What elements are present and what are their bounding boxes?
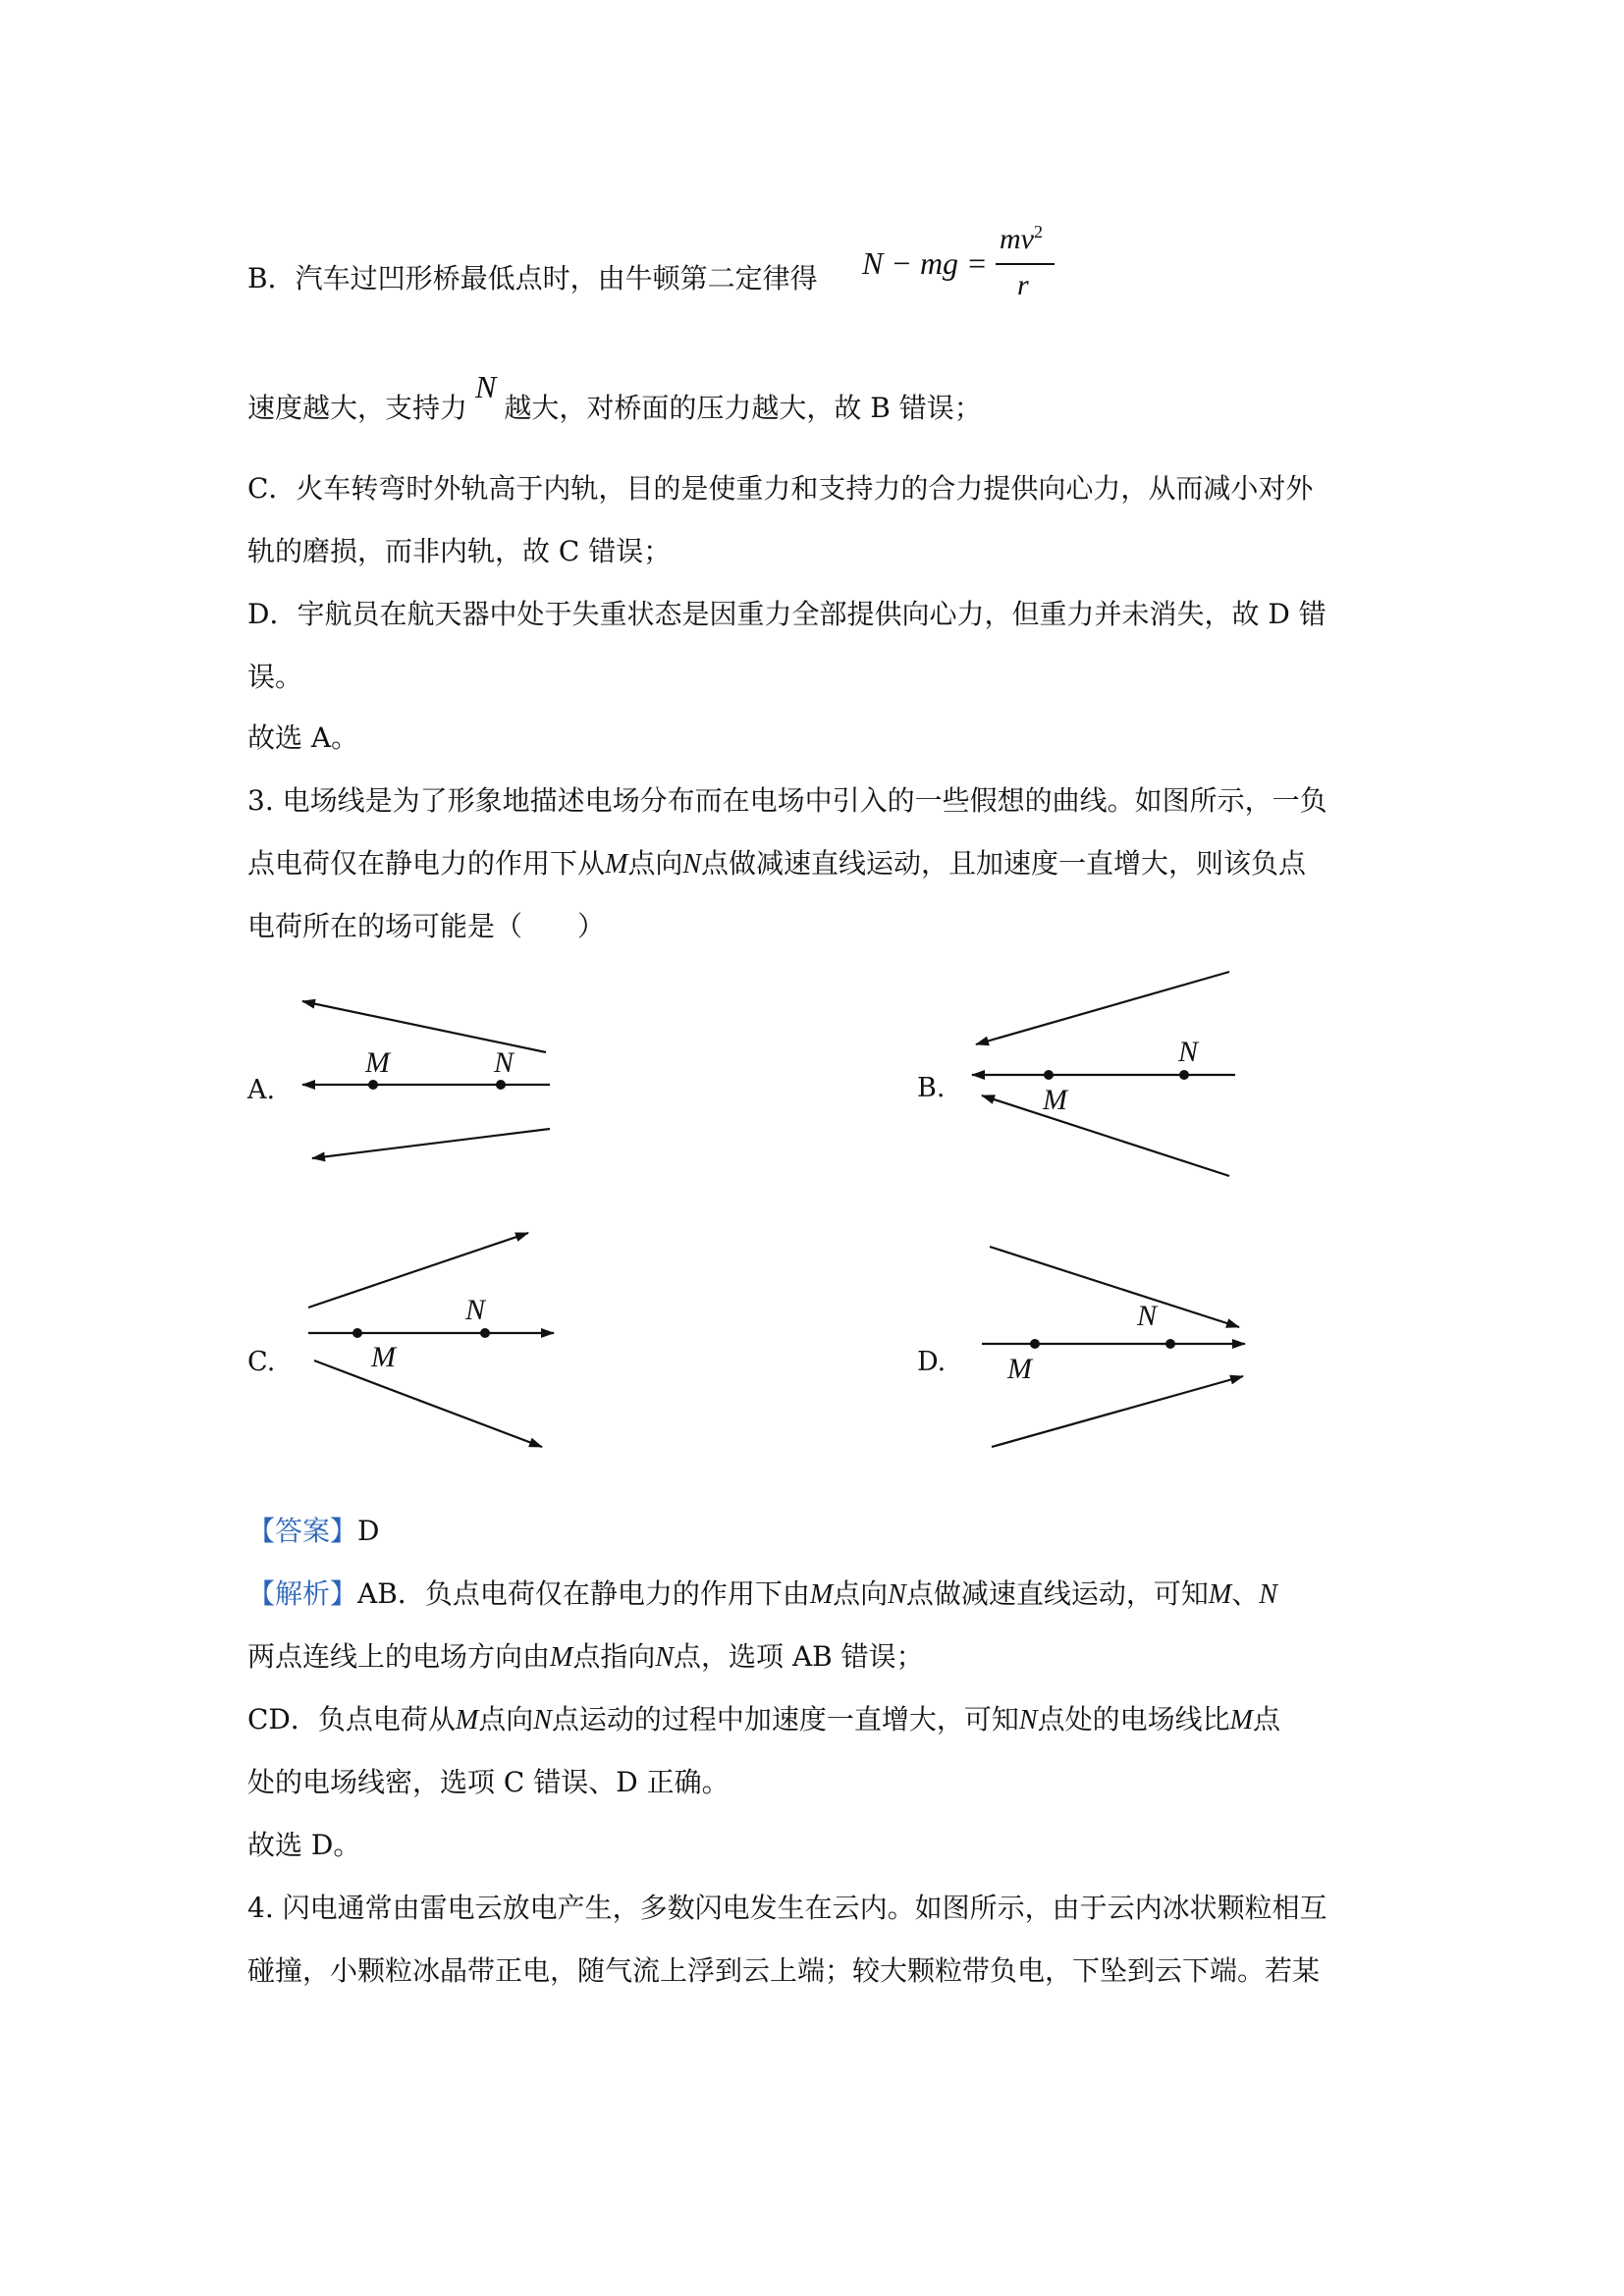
diagram-a-line-top (302, 1001, 546, 1052)
diagram-a-label-m: M (365, 1046, 390, 1079)
option-b-explanation (247, 259, 818, 298)
diagram-c-point-n (480, 1328, 490, 1338)
question-4-line1: 4. 闪电通常由雷电云放电产生，多数闪电发生在云内。如图所示，由于云内冰状颗粒相互 (247, 1892, 1327, 1924)
formula-denominator: r (1017, 269, 1029, 301)
diagram-a-label-n: N (494, 1046, 514, 1079)
analysis-line3: CD．负点电荷从M点向N点运动的过程中加速度一直增大，可知N点处的电场线比M点 (247, 1703, 1280, 1735)
diagram-d-point-n (1165, 1339, 1175, 1349)
diagram-c-label-m: M (371, 1341, 396, 1373)
diagram-d-line-top (990, 1247, 1239, 1327)
diagram-d-point-m (1030, 1339, 1040, 1349)
newton-formula (862, 218, 1058, 306)
question-3-line1: 3. 电场线是为了形象地描述电场分布而在电场中引入的一些假想的曲线。如图所示，一负 (247, 784, 1327, 817)
diagram-d-line-bottom (992, 1376, 1243, 1447)
diagram-c-point-m (352, 1328, 362, 1338)
diagram-b-label-m: M (1043, 1084, 1067, 1116)
diagram-a-line-bottom (312, 1129, 550, 1158)
question-3-line3: 电荷所在的场可能是（ ） (247, 910, 606, 942)
fraction-bar (996, 263, 1055, 265)
diagram-c-label-n: N (465, 1294, 486, 1326)
option-c-line1: C．火车转弯时外轨高于内轨，目的是使重力和支持力的合力提供向心力，从而减小对外 (247, 472, 1314, 505)
answer-line (247, 1512, 379, 1551)
diagram-a-point-n (496, 1080, 506, 1090)
diagram-c-line-bottom (314, 1361, 542, 1447)
diagram-d-label-m: M (1007, 1353, 1032, 1385)
diagram-b-point-m (1044, 1070, 1054, 1080)
variable-n: N (475, 369, 497, 404)
answer-value: D (357, 1515, 380, 1547)
option-a-label: A. (247, 1075, 276, 1105)
diagram-d-label-n: N (1137, 1300, 1158, 1332)
option-d-label: D. (917, 1347, 947, 1377)
analysis-tag: 【解析】 (247, 1577, 358, 1610)
question-3-line2: 点电荷仅在静电力的作用下从M点向N点做减速直线运动，且加速度一直增大，则该负点 (247, 847, 1307, 880)
analysis-line2: 两点连线上的电场方向由M点指向N点，选项 AB 错误； (247, 1640, 924, 1673)
formula-lhs: N − mg = (862, 245, 988, 281)
option-c-line2: 轨的磨损，而非内轨，故 C 错误； (247, 535, 672, 567)
field-diagrams (0, 962, 1624, 1512)
analysis-line4: 处的电场线密，选项 C 错误、D 正确。 (247, 1766, 730, 1798)
choose-d: 故选 D。 (247, 1829, 361, 1861)
diagram-b-line-top (976, 972, 1229, 1044)
choose-a: 故选 A。 (247, 721, 359, 754)
question-4-line2: 碰撞，小颗粒冰晶带正电，随气流上浮到云上端；较大颗粒带负电，下坠到云下端。若某 (247, 1954, 1321, 1987)
option-b-text: B．汽车过凹形桥最低点时，由牛顿第二定律得 (247, 262, 818, 294)
formula-numerator: $mv^2$ (1000, 222, 1043, 255)
answer-tag: 【答案】 (247, 1515, 358, 1547)
option-d-line1: D．宇航员在航天器中处于失重状态是因重力全部提供向心力，但重力并未消失，故 D 错 (247, 598, 1326, 630)
diagram-a-point-m (368, 1080, 378, 1090)
diagram-b-line-bottom (982, 1095, 1229, 1176)
diagram-c-line-top (308, 1233, 528, 1308)
diagram-b-point-n (1179, 1070, 1189, 1080)
option-c-label: C. (247, 1347, 276, 1377)
diagram-b-label-n: N (1178, 1036, 1199, 1068)
option-b-label: B. (917, 1073, 946, 1103)
option-b-line2: 速度越大，支持力N越大，对桥面的压力越大，故 B 错误； (247, 369, 982, 424)
analysis-line1: 【解析】AB．负点电荷仅在静电力的作用下由M点向N点做减速直线运动，可知M、N (247, 1577, 1277, 1610)
option-d-line2: 误。 (247, 661, 303, 693)
